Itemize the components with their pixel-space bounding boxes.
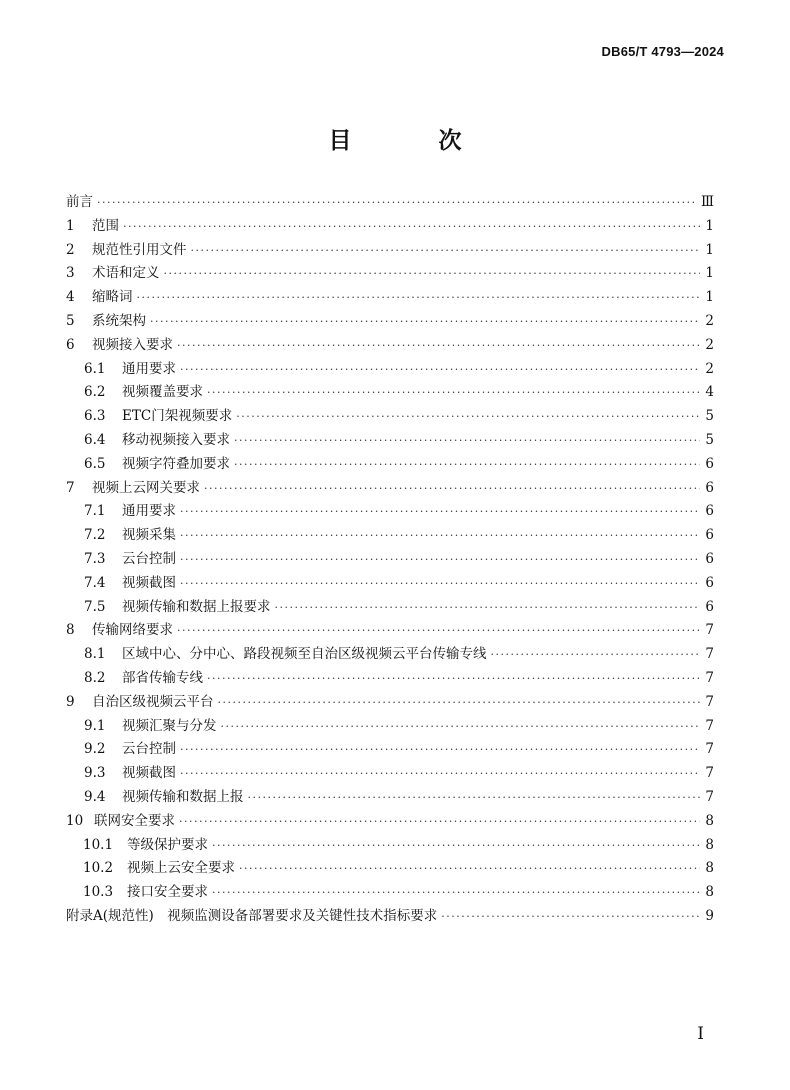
toc-entry-page: 5 xyxy=(705,408,714,425)
page-number: I xyxy=(697,1024,704,1044)
toc-entry-page: 7 xyxy=(705,622,714,639)
toc-entry-page: 7 xyxy=(705,669,714,686)
toc-entry-page: 8 xyxy=(705,836,714,853)
toc-dot-leader xyxy=(204,482,700,495)
toc-entry-label: 系统架构 xyxy=(92,312,146,329)
toc-entry-number: 7.5 xyxy=(84,598,106,615)
toc-dot-leader xyxy=(248,791,701,804)
toc-entry-number: 9.3 xyxy=(84,765,106,782)
toc-entry-number: 8.2 xyxy=(84,669,106,686)
toc-entry-label: 区域中心、分中心、路段视频至自治区级视频云平台传输专线 xyxy=(122,646,487,663)
toc-entry-page: 8 xyxy=(705,860,714,877)
toc-entry-number: 4 xyxy=(66,289,75,306)
table-of-contents xyxy=(66,190,714,928)
toc-entry-label: 部省传输专线 xyxy=(122,669,203,686)
toc-dot-leader xyxy=(234,458,700,471)
toc-entry-label: 视频接入要求 xyxy=(92,336,173,353)
toc-entry-label: 通用要求 xyxy=(122,360,176,377)
toc-entry-page: 4 xyxy=(705,384,714,401)
toc-dot-leader xyxy=(150,315,700,328)
toc-entry-page: 1 xyxy=(705,265,714,282)
toc-dot-leader xyxy=(212,839,700,852)
toc-entry-label: 视频传输和数据上报 xyxy=(122,788,244,805)
toc-dot-leader xyxy=(441,910,700,923)
toc-entry-page: 6 xyxy=(705,598,714,615)
toc-entry[interactable] xyxy=(66,190,714,214)
toc-entry-label: 视频字符叠加要求 xyxy=(122,455,230,472)
toc-entry-label: 视频上云网关要求 xyxy=(92,479,200,496)
toc-entry-label: 视频上云安全要求 xyxy=(127,860,235,877)
toc-entry-number: 8 xyxy=(66,622,75,639)
toc-entry-page: 1 xyxy=(705,289,714,306)
toc-entry-number: 1 xyxy=(66,217,75,234)
toc-entry-page: 6 xyxy=(705,527,714,544)
toc-entry[interactable] xyxy=(66,856,714,880)
toc-entry[interactable] xyxy=(66,666,714,690)
toc-entry-number: 7.4 xyxy=(84,574,106,591)
toc-entry[interactable] xyxy=(66,714,714,738)
toc-dot-leader xyxy=(97,196,697,209)
toc-entry-label: 接口安全要求 xyxy=(127,884,208,901)
toc-entry-page: 7 xyxy=(705,765,714,782)
toc-entry-page: 5 xyxy=(705,431,714,448)
toc-dot-leader xyxy=(164,267,701,280)
toc-entry-number: 9 xyxy=(66,693,75,710)
toc-entry-number: 2 xyxy=(66,241,75,258)
toc-entry[interactable] xyxy=(66,618,714,642)
toc-entry-label: 视频截图 xyxy=(122,765,176,782)
toc-entry-page: 6 xyxy=(705,455,714,472)
toc-entry-label: 云台控制 xyxy=(122,741,176,758)
standard-number: DB65/T 4793—2024 xyxy=(601,44,724,59)
toc-entry-label: 视频截图 xyxy=(122,574,176,591)
toc-entry[interactable] xyxy=(66,357,714,381)
toc-entry[interactable] xyxy=(66,309,714,333)
toc-entry-page: 2 xyxy=(705,312,714,329)
toc-dot-leader xyxy=(275,601,701,614)
toc-entry-number: 10.1 xyxy=(83,836,114,853)
toc-entry-number: 8.1 xyxy=(84,646,106,663)
toc-entry-label: 范围 xyxy=(92,217,119,234)
toc-dot-leader xyxy=(234,434,700,447)
toc-entry[interactable] xyxy=(66,523,714,547)
toc-entry-number: 6 xyxy=(66,336,75,353)
toc-entry-page: 7 xyxy=(705,741,714,758)
toc-dot-leader xyxy=(180,529,700,542)
toc-dot-leader xyxy=(180,363,700,376)
toc-entry-label: 规范性引用文件 xyxy=(92,241,187,258)
toc-entry-page: 6 xyxy=(705,503,714,520)
toc-entry-label: 移动视频接入要求 xyxy=(122,431,230,448)
toc-entry[interactable] xyxy=(66,761,714,785)
toc-entry[interactable] xyxy=(66,785,714,809)
toc-entry-number: 6.1 xyxy=(84,360,106,377)
toc-entry-page: 7 xyxy=(705,717,714,734)
toc-entry-page: 9 xyxy=(705,907,714,924)
toc-entry[interactable] xyxy=(66,595,714,619)
toc-entry-number: 7.2 xyxy=(84,527,106,544)
toc-entry-page: 7 xyxy=(705,646,714,663)
toc-entry-number: 10.2 xyxy=(83,860,114,877)
toc-entry-label: 自治区级视频云平台 xyxy=(92,693,214,710)
toc-dot-leader xyxy=(180,505,700,518)
toc-entry-label: 视频覆盖要求 xyxy=(122,384,203,401)
toc-entry-number: 7.3 xyxy=(84,550,106,567)
toc-entry-page: 6 xyxy=(705,550,714,567)
toc-entry-label: 联网安全要求 xyxy=(94,812,175,829)
toc-entry-number: 3 xyxy=(66,265,75,282)
toc-entry[interactable] xyxy=(66,285,714,309)
toc-entry-number: 9.4 xyxy=(84,788,106,805)
toc-dot-leader xyxy=(179,815,700,828)
toc-entry-number: 5 xyxy=(66,312,75,329)
toc-entry-number: 7.1 xyxy=(84,503,106,520)
toc-entry-page: Ⅲ xyxy=(700,194,714,210)
toc-dot-leader xyxy=(239,862,700,875)
toc-entry[interactable] xyxy=(66,428,714,452)
toc-entry[interactable] xyxy=(66,380,714,404)
toc-entry-label: 视频采集 xyxy=(122,527,176,544)
toc-entry-number: 6.4 xyxy=(84,431,106,448)
toc-entry-number: 6.2 xyxy=(84,384,106,401)
toc-entry-label: 前言 xyxy=(66,194,93,210)
toc-entry-page: 7 xyxy=(705,693,714,710)
toc-entry-number: 6.3 xyxy=(84,408,106,425)
page-title: 目 次 xyxy=(328,127,494,154)
toc-dot-leader xyxy=(207,386,700,399)
toc-entry[interactable] xyxy=(66,404,714,428)
toc-entry-label: ETC门架视频要求 xyxy=(122,408,233,425)
toc-dot-leader xyxy=(180,553,700,566)
toc-entry-label: 视频传输和数据上报要求 xyxy=(122,598,271,615)
toc-entry-label: 附录A(规范性) 视频监测设备部署要求及关键性技术指标要求 xyxy=(66,907,438,924)
toc-entry-number: 9.2 xyxy=(84,741,106,758)
toc-dot-leader xyxy=(218,696,701,709)
toc-dot-leader xyxy=(207,672,700,685)
toc-entry-label: 云台控制 xyxy=(122,550,176,567)
toc-dot-leader xyxy=(137,291,701,304)
toc-entry[interactable] xyxy=(66,476,714,500)
toc-entry[interactable] xyxy=(66,214,714,238)
toc-dot-leader xyxy=(177,339,700,352)
toc-dot-leader xyxy=(180,577,700,590)
toc-entry[interactable] xyxy=(66,238,714,262)
toc-entry-number: 7 xyxy=(66,479,75,496)
toc-entry-page: 8 xyxy=(705,812,714,829)
toc-dot-leader xyxy=(491,648,701,661)
toc-dot-leader xyxy=(236,410,700,423)
toc-entry-number: 10.3 xyxy=(83,884,114,901)
toc-entry-page: 6 xyxy=(705,479,714,496)
toc-entry[interactable] xyxy=(66,261,714,285)
toc-dot-leader xyxy=(221,720,701,733)
toc-entry-page: 6 xyxy=(705,574,714,591)
toc-entry-number: 6.5 xyxy=(84,455,106,472)
toc-dot-leader xyxy=(212,886,700,899)
toc-entry-page: 7 xyxy=(705,788,714,805)
toc-entry-label: 通用要求 xyxy=(122,503,176,520)
toc-entry-label: 等级保护要求 xyxy=(127,836,208,853)
toc-entry[interactable] xyxy=(66,333,714,357)
toc-entry-page: 1 xyxy=(705,217,714,234)
toc-entry-page: 2 xyxy=(705,360,714,377)
toc-entry[interactable] xyxy=(66,904,714,928)
toc-entry[interactable] xyxy=(66,642,714,666)
toc-entry-number: 10 xyxy=(66,812,84,829)
toc-entry[interactable] xyxy=(66,737,714,761)
toc-dot-leader xyxy=(191,244,701,257)
toc-entry[interactable] xyxy=(66,452,714,476)
toc-entry[interactable] xyxy=(66,571,714,595)
toc-entry[interactable] xyxy=(66,809,714,833)
toc-dot-leader xyxy=(180,767,700,780)
toc-entry-label: 传输网络要求 xyxy=(92,622,173,639)
toc-entry-page: 8 xyxy=(705,884,714,901)
toc-entry-label: 缩略词 xyxy=(92,289,133,306)
toc-entry[interactable] xyxy=(66,547,714,571)
toc-dot-leader xyxy=(177,624,700,637)
toc-entry[interactable] xyxy=(66,499,714,523)
toc-entry-number: 9.1 xyxy=(84,717,106,734)
toc-entry-page: 2 xyxy=(705,336,714,353)
toc-dot-leader xyxy=(180,743,700,756)
toc-entry-label: 术语和定义 xyxy=(92,265,160,282)
toc-entry[interactable] xyxy=(66,833,714,857)
toc-dot-leader xyxy=(123,220,700,233)
toc-entry-label: 视频汇聚与分发 xyxy=(122,717,217,734)
toc-entry[interactable] xyxy=(66,880,714,904)
toc-entry[interactable] xyxy=(66,690,714,714)
toc-entry-page: 1 xyxy=(705,241,714,258)
